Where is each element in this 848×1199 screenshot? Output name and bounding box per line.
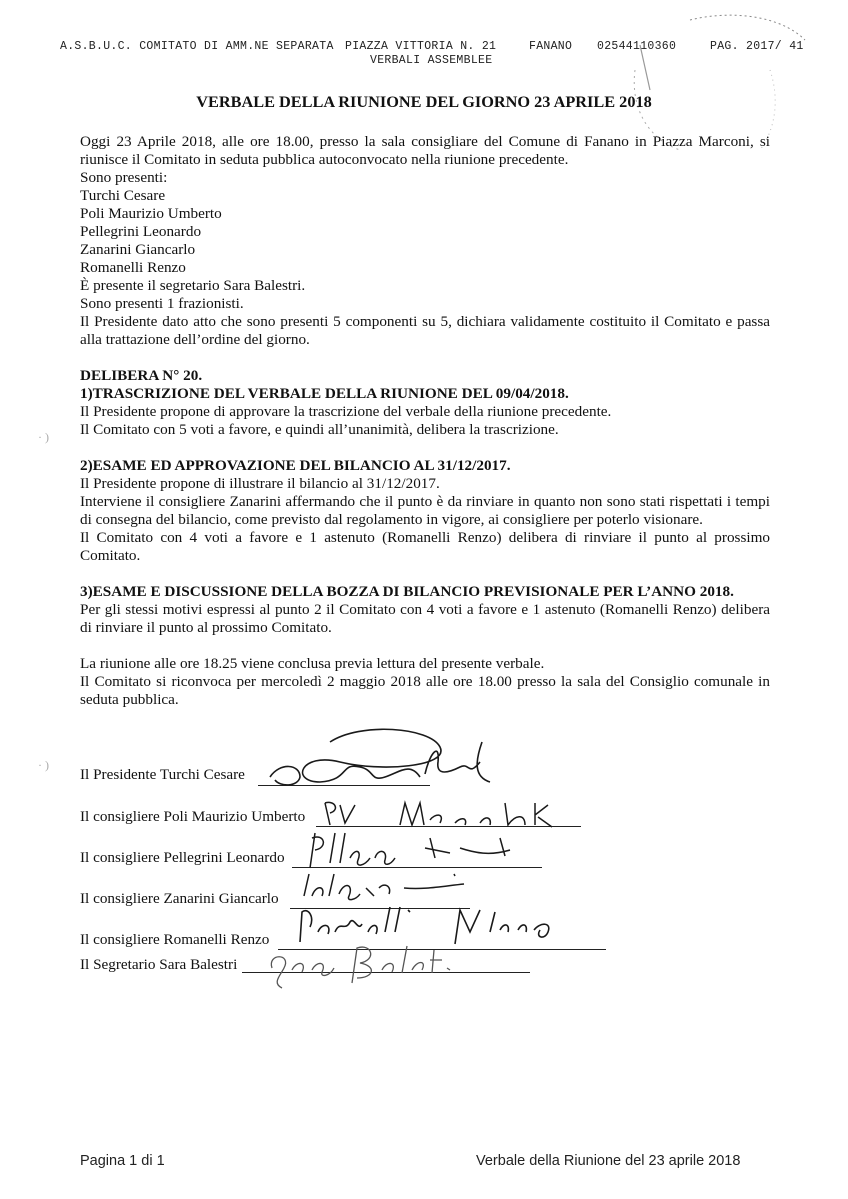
signature-balestri — [262, 938, 462, 994]
signature-line — [292, 867, 542, 868]
margin-mark: · ) — [38, 430, 49, 444]
point-text: Il Presidente propone di illustrare il bilancio al 31/12/2017. — [80, 475, 440, 492]
frazionisti-line: Sono presenti 1 frazionisti. — [80, 295, 244, 312]
closing-end: La riunione alle ore 18.25 viene conclusa previa lettura del presente verbale. — [80, 655, 545, 672]
point-text: Interviene il consigliere Zanarini affermando che il punto è da rinviare in quanto non sono stati rispettati i tempi di consegna del bilancio, come previsto dal regolamento in vigore, ai consigliere per poterlo visionare. — [80, 493, 770, 528]
header-town: FANANO — [529, 40, 573, 53]
member-name: Turchi Cesare — [80, 187, 166, 204]
member-name: Pellegrini Leonardo — [80, 223, 202, 240]
point-text: Per gli stessi motivi espressi al punto 2 il Comitato con 4 voti a favore e 1 astenuto (Romanelli Renzo) delibera di rinviare il punto al prossimo Comitato. — [80, 601, 770, 636]
signature-line — [258, 785, 430, 786]
signature-turchi — [260, 722, 500, 792]
signature-role: Il consigliere Zanarini Giancarlo — [80, 890, 279, 907]
header-page: PAG. 2017/ 41 — [710, 40, 804, 53]
signature-role: Il consigliere Romanelli Renzo — [80, 931, 270, 948]
signature-zanarini — [294, 866, 474, 906]
header-code: 02544110360 — [597, 40, 677, 53]
footer-page-number: Pagina 1 di 1 — [80, 1153, 165, 1169]
footer-document-title: Verbale della Riunione del 23 aprile 2018 — [476, 1153, 741, 1169]
closing-next: Il Comitato si riconvoca per mercoledì 2 maggio 2018 alle ore 18.00 presso la sala del Consiglio comunale in seduta pubblica. — [80, 673, 770, 708]
signature-line — [242, 972, 530, 973]
present-label: Sono presenti: — [80, 169, 168, 186]
signature-poli — [320, 795, 590, 835]
point-text: Il Comitato con 4 voti a favore e 1 astenuto (Romanelli Renzo) delibera di rinviare il punto al prossimo Comitato. — [80, 529, 770, 564]
intro-opening: Oggi 23 Aprile 2018, alle ore 18.00, presso la sala consigliare del Comune di Fanano in Piazza Marconi, si riunisce il Comitato in seduta pubblica autoconvocato nella riunione precedente. — [80, 133, 770, 168]
signature-line — [278, 949, 606, 950]
signature-role: Il Segretario Sara Balestri — [80, 956, 238, 973]
point-text: Il Comitato con 5 voti a favore, e quindi all’unanimità, delibera la trascrizione. — [80, 421, 559, 438]
header-subtitle: VERBALI ASSEMBLEE — [370, 54, 493, 67]
point-heading: 1)TRASCRIZIONE DEL VERBALE DELLA RIUNIONE DEL 09/04/2018. — [80, 385, 569, 402]
document-title: VERBALE DELLA RIUNIONE DEL GIORNO 23 APRILE 2018 — [196, 92, 652, 111]
delibera-number: DELIBERA N° 20. — [80, 367, 203, 384]
header-address: PIAZZA VITTORIA N. 21 — [345, 40, 497, 53]
point-heading: 2)ESAME ED APPROVAZIONE DEL BILANCIO AL 31/12/2017. — [80, 457, 511, 474]
signature-line — [316, 826, 581, 827]
signature-romanelli — [290, 902, 580, 950]
signature-role: Il consigliere Pellegrini Leonardo — [80, 849, 285, 866]
signature-line — [290, 908, 470, 909]
point-text: Il Presidente propone di approvare la trascrizione del verbale della riunione precedente. — [80, 403, 612, 420]
member-name: Romanelli Renzo — [80, 259, 186, 276]
secretary-line: È presente il segretario Sara Balestri. — [80, 277, 306, 294]
header-org: A.S.B.U.C. COMITATO DI AMM.NE SEPARATA — [60, 40, 334, 53]
signature-role: Il Presidente Turchi Cesare — [80, 766, 245, 783]
signature-role: Il consigliere Poli Maurizio Umberto — [80, 808, 306, 825]
margin-mark: · ) — [38, 758, 49, 772]
member-name: Zanarini Giancarlo — [80, 241, 196, 258]
member-name: Poli Maurizio Umberto — [80, 205, 222, 222]
quorum-paragraph: Il Presidente dato atto che sono presenti 5 componenti su 5, dichiara validamente costituito il Comitato e passa alla trattazione dell’ordine del giorno. — [80, 313, 770, 348]
point-heading: 3)ESAME E DISCUSSIONE DELLA BOZZA DI BILANCIO PREVISIONALE PER L’ANNO 2018. — [80, 583, 734, 600]
document-body — [80, 133, 770, 709]
